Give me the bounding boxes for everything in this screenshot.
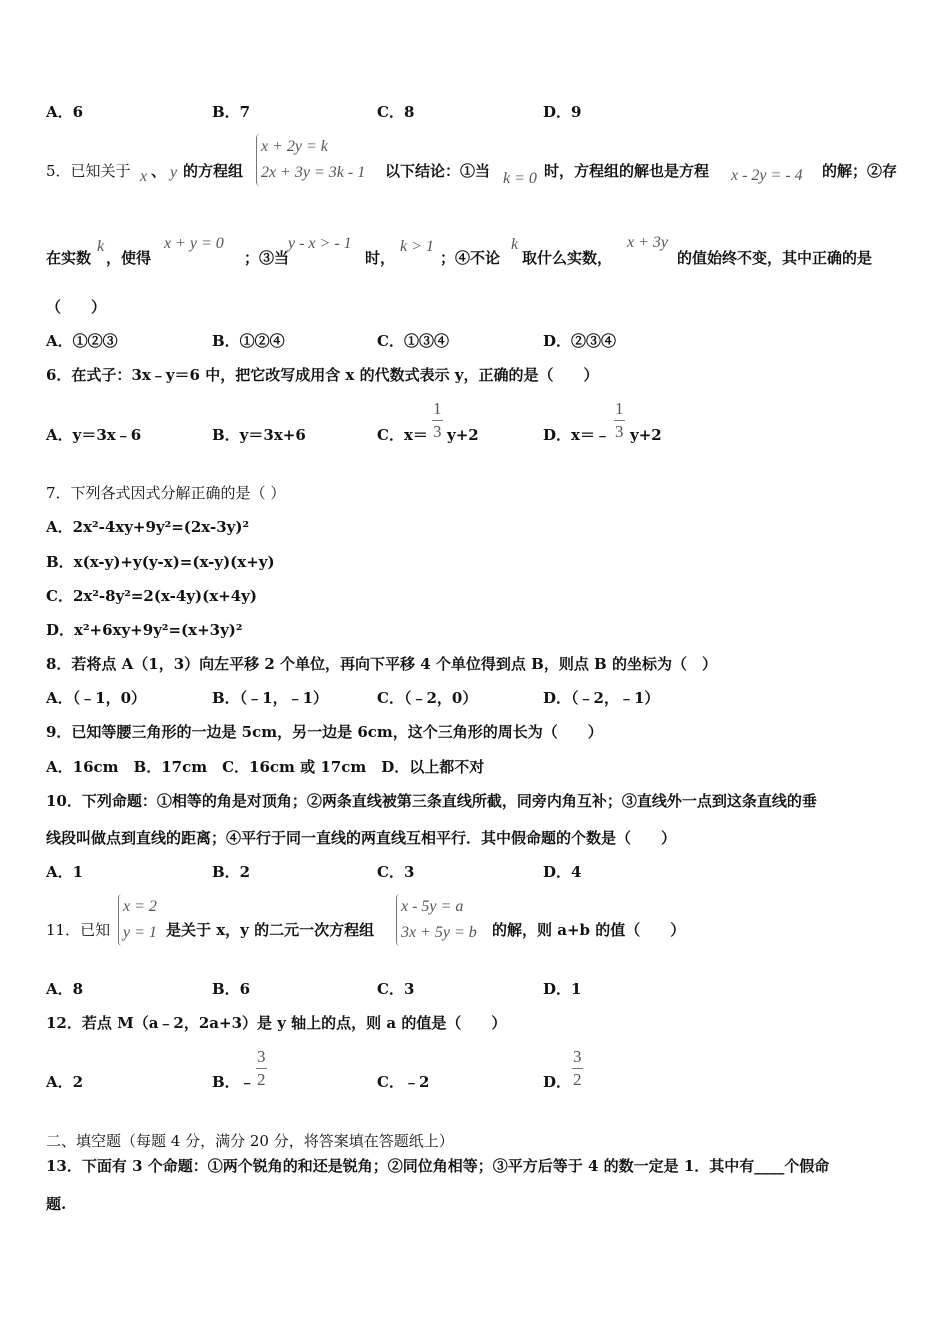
q11-option-c: C．3	[377, 980, 415, 998]
q10-option-d: D．4	[543, 863, 582, 881]
q8-option-b: B．（﹣1，﹣1）	[212, 689, 329, 707]
q6-c-frac-num: 1	[432, 398, 443, 421]
q11-option-a: A．8	[46, 980, 84, 998]
q11-sysB-eq2: 3x + 5y = b	[401, 924, 477, 941]
q7-option-b: B．x(x-y)+y(y-x)=(x-y)(x+y)	[46, 553, 275, 571]
q11-sysA-eq2: y = 1	[123, 924, 157, 941]
q6-stem: 6．在式子：3x﹣y＝6 中，把它改写成用含 x 的代数式表示 y，正确的是（ ）	[46, 366, 599, 384]
q12-b-frac-den: 2	[257, 1070, 266, 1089]
q5-sys-eq1: x + 2y = k	[261, 138, 328, 155]
q12-d-frac-num: 3	[572, 1046, 583, 1069]
q12-option-b-fraction	[256, 1046, 267, 1091]
q4-option-d: D．9	[543, 103, 582, 121]
q6-option-c-post: y+2	[447, 426, 479, 444]
q11-mid1: 是关于 x，y 的二元一次方程组	[166, 921, 375, 939]
q6-d-frac-num: 1	[614, 398, 625, 421]
q5-cond1: k = 0	[503, 170, 537, 187]
q4-option-a: A．6	[46, 103, 84, 121]
q12-option-d-fraction	[572, 1046, 583, 1091]
q5-eq3: y - x > - 1	[288, 235, 352, 252]
q10-option-a: A．1	[46, 863, 84, 881]
q10-line2: 线段叫做点到直线的距离；④平行于同一直线的两直线互相平行．其中假命题的个数是（ ）	[46, 829, 677, 847]
q5-l2b: ，使得	[106, 249, 152, 267]
q5-l2c: ；③当	[244, 249, 290, 267]
q8-option-c: C．（﹣2，0）	[377, 689, 478, 707]
q5-l2e: ；④不论	[440, 249, 501, 267]
q5-eq1: x - 2y = - 4	[731, 167, 803, 184]
q5-option-c: C．①③④	[377, 332, 449, 350]
q11-prefix: 11．已知	[46, 921, 111, 939]
q5-option-d: D．②③④	[543, 332, 617, 350]
q11-equation-system	[396, 894, 477, 946]
q6-option-d-fraction	[614, 398, 625, 443]
q13-line2: 题.	[46, 1195, 67, 1213]
q6-option-d-post: y+2	[630, 426, 662, 444]
q12-stem: 12．若点 M（a﹣2，2a+3）是 y 轴上的点，则 a 的值是（ ）	[46, 1014, 507, 1032]
q5-mid4: 的解；②存	[822, 162, 898, 180]
q5-mid3: 时，方程组的解也是方程	[544, 162, 710, 180]
q7-option-a: A．2x²-4xy+9y²=(2x-3y)²	[46, 518, 250, 536]
q6-option-c-fraction	[432, 398, 443, 443]
q6-c-frac-den: 3	[433, 422, 442, 441]
q8-option-a: A．（﹣1，0）	[46, 689, 147, 707]
q5-var-x: x	[140, 168, 148, 185]
q11-solution-system	[118, 894, 157, 946]
q11-option-b: B．6	[212, 980, 251, 998]
q5-l2f: 取什么实数，	[522, 249, 613, 267]
q12-d-frac-den: 2	[573, 1070, 582, 1089]
q5-sep: 、	[151, 162, 167, 180]
q9-options: A．16cm B．17cm C．16cm 或 17cm D．以上都不对	[46, 758, 485, 776]
q5-var-y: y	[170, 164, 178, 181]
q6-d-frac-den: 3	[615, 422, 624, 441]
q5-k2: k	[511, 236, 519, 253]
q7-option-d: D．x²+6xy+9y²=(x+3y)²	[46, 621, 243, 639]
q12-option-c: C．﹣2	[377, 1073, 430, 1091]
q6-option-b: B．y＝3x+6	[212, 426, 306, 444]
q12-b-frac-num: 3	[256, 1046, 267, 1069]
q12-option-a: A．2	[46, 1073, 84, 1091]
q5-mid1: 的方程组	[183, 162, 244, 180]
q6-option-d: D．x＝﹣	[543, 426, 610, 444]
q10-option-c: C．3	[377, 863, 415, 881]
q7-stem: 7．下列各式因式分解正确的是（ ）	[46, 484, 286, 502]
q6-option-c: C．x＝	[377, 426, 428, 444]
q4-option-b: B．7	[212, 103, 251, 121]
q5-l2a: 在实数	[46, 249, 92, 267]
q5-eq4: k > 1	[400, 238, 434, 255]
q8-option-d: D．（﹣2，﹣1）	[543, 689, 660, 707]
q5-option-a: A．①②③	[46, 332, 118, 350]
q5-eq2: x + y = 0	[164, 235, 224, 252]
section-2-heading: 二、填空题（每题 4 分，满分 20 分，将答案填在答题纸上）	[46, 1132, 454, 1150]
q10-line1: 10．下列命题：①相等的角是对顶角；②两条直线被第三条直线所截，同旁内角互补；③直线外一点到这条直线的垂	[46, 792, 817, 810]
q5-prefix: 5．已知关于	[46, 162, 131, 180]
q6-option-a: A．y＝3x﹣6	[46, 426, 142, 444]
q10-option-b: B．2	[212, 863, 251, 881]
q11-sysA-eq1: x = 2	[123, 898, 157, 915]
q5-answer-paren: （ ）	[46, 298, 107, 316]
q5-l2g: 的值始终不变，其中正确的是	[677, 249, 873, 267]
q9-stem: 9．已知等腰三角形的一边是 5cm，另一边是 6cm，这个三角形的周长为（ ）	[46, 723, 603, 741]
q5-eq5: x + 3y	[627, 234, 668, 251]
q11-mid2: 的解，则 a+b 的值（ ）	[492, 921, 686, 939]
q7-option-c: C．2x²-8y²=2(x-4y)(x+4y)	[46, 587, 257, 605]
q12-option-b: B．﹣	[212, 1073, 255, 1091]
q5-option-b: B．①②④	[212, 332, 285, 350]
q11-sysB-eq1: x - 5y = a	[401, 898, 464, 915]
q12-option-d: D．	[543, 1073, 572, 1091]
q5-sys-eq2: 2x + 3y = 3k - 1	[261, 164, 366, 181]
q5-equation-system	[256, 134, 365, 186]
q11-option-d: D．1	[543, 980, 582, 998]
q13-line1: 13．下面有 3 个命题：①两个锐角的和还是锐角；②同位角相等；③平方后等于 4 的数一定是 1．其中有____个假命	[46, 1157, 830, 1175]
q5-k1: k	[97, 238, 105, 255]
q4-option-c: C．8	[377, 103, 415, 121]
q5-l2d: 时，	[365, 249, 396, 267]
q8-stem: 8．若将点 A（1，3）向左平移 2 个单位，再向下平移 4 个单位得到点 B，则点 B 的坐标为（ ）	[46, 655, 717, 673]
q5-mid2: 以下结论：①当	[385, 162, 491, 180]
